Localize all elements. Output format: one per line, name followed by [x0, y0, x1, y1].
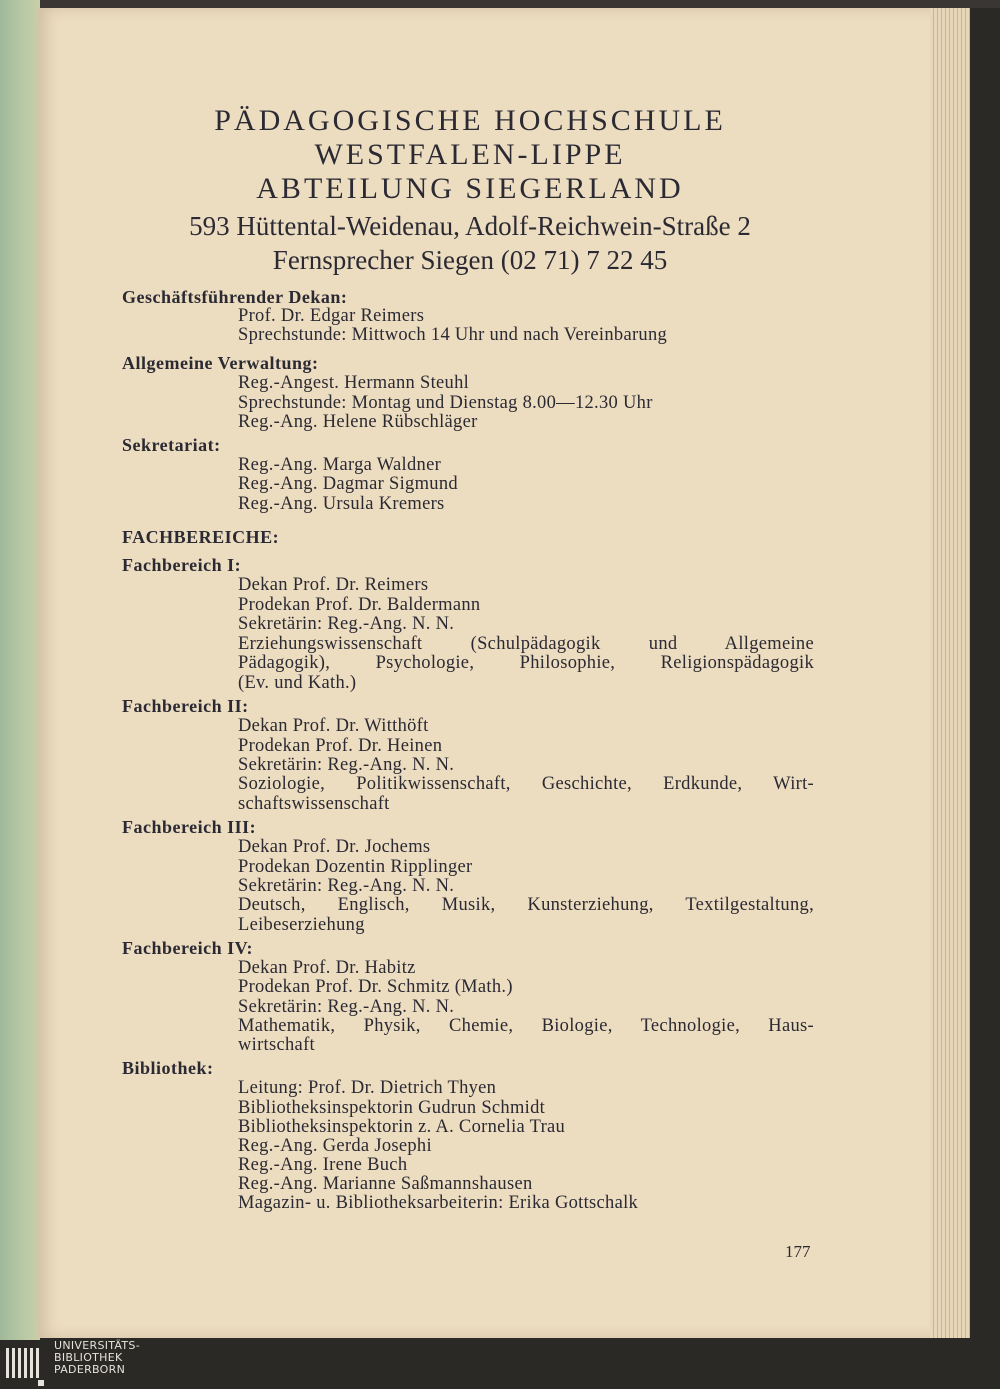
- dekan-line: Sprechstunde: Mittwoch 14 Uhr und nach Vereinbarung: [238, 325, 668, 345]
- verwaltung-line: Reg.-Angest. Hermann Steuhl: [238, 373, 470, 393]
- fb3-line: Dekan Prof. Dr. Jochems: [238, 837, 431, 857]
- fb2-line: Dekan Prof. Dr. Witthöft: [238, 716, 429, 736]
- sekretariat-line: Reg.-Ang. Ursula Kremers: [238, 494, 445, 514]
- sekretariat-line: Reg.-Ang. Dagmar Sigmund: [238, 474, 458, 494]
- section-heading-bibliothek: Bibliothek:: [122, 1058, 214, 1078]
- section-heading-fb1: Fachbereich I:: [122, 555, 242, 575]
- library-logo-icon: [4, 1342, 46, 1388]
- section-heading-sekretariat: Sekretariat:: [122, 435, 221, 455]
- section-heading-fb4: Fachbereich IV:: [122, 938, 253, 958]
- fb2-line: Sekretärin: Reg.-Ang. N. N.: [238, 755, 455, 775]
- fb4-line: Dekan Prof. Dr. Habitz: [238, 958, 416, 978]
- bibliothek-line: Bibliotheksinspektorin z. A. Cornelia Trau: [238, 1117, 566, 1137]
- bibliothek-line: Reg.-Ang. Marianne Saßmannshausen: [238, 1174, 533, 1194]
- section-heading-fachbereiche: FACHBEREICHE:: [122, 527, 280, 547]
- fb2-line: schaftswissenschaft: [238, 794, 390, 814]
- fb3-line: Sekretärin: Reg.-Ang. N. N.: [238, 876, 455, 896]
- section-heading-verwaltung: Allgemeine Verwaltung:: [122, 353, 319, 373]
- fb3-line: Deutsch, Englisch, Musik, Kunsterziehung, Textilgestaltung,: [238, 895, 814, 915]
- fb1-line: (Ev. und Kath.): [238, 673, 357, 693]
- phone: Fernsprecher Siegen (02 71) 7 22 45: [272, 245, 668, 275]
- bibliothek-line: Reg.-Ang. Gerda Josephi: [238, 1136, 432, 1156]
- section-heading-dekan: Geschäftsführender Dekan:: [122, 287, 348, 307]
- bibliothek-line: Reg.-Ang. Irene Buch: [238, 1155, 408, 1175]
- fb3-line: Prodekan Dozentin Ripplinger: [238, 857, 473, 877]
- section-heading-fb2: Fachbereich II:: [122, 696, 249, 716]
- fb1-line: Prodekan Prof. Dr. Baldermann: [238, 595, 481, 615]
- fb1-line: Sekretärin: Reg.-Ang. N. N.: [238, 614, 455, 634]
- verwaltung-line: Sprechstunde: Montag und Dienstag 8.00—12.30 Uhr: [238, 393, 653, 413]
- logo-text-line: UNIVERSITÄTS-: [54, 1339, 140, 1352]
- bibliothek-line: Leitung: Prof. Dr. Dietrich Thyen: [238, 1078, 497, 1098]
- fb4-line: Sekretärin: Reg.-Ang. N. N.: [238, 997, 455, 1017]
- fb2-line: Prodekan Prof. Dr. Heinen: [238, 736, 443, 756]
- library-footer-bar: [0, 1340, 1000, 1389]
- bibliothek-line: Magazin- u. Bibliotheksarbeiterin: Erika Gottschalk: [238, 1193, 639, 1213]
- title-line-1: PÄDAGOGISCHE HOCHSCHULE: [214, 104, 726, 137]
- fb2-line: Soziologie, Politikwissenschaft, Geschichte, Erdkunde, Wirt-: [238, 774, 814, 794]
- fb1-line: Dekan Prof. Dr. Reimers: [238, 575, 429, 595]
- fb4-line: Mathematik, Physik, Chemie, Biologie, Technologie, Haus-: [238, 1016, 814, 1036]
- logo-text-line: PADERBORN: [54, 1363, 126, 1376]
- dekan-line: Prof. Dr. Edgar Reimers: [238, 306, 425, 326]
- title-line-2: WESTFALEN-LIPPE: [314, 138, 626, 171]
- address: 593 Hüttental-Weidenau, Adolf-Reichwein-Straße 2: [189, 211, 751, 241]
- section-heading-fb3: Fachbereich III:: [122, 817, 257, 837]
- fb1-line: Erziehungswissenschaft (Schulpädagogik und Allgemeine: [238, 634, 814, 654]
- title-line-3: ABTEILUNG SIEGERLAND: [256, 172, 684, 205]
- bibliothek-line: Bibliotheksinspektorin Gudrun Schmidt: [238, 1098, 546, 1118]
- fb3-line: Leibeserziehung: [238, 915, 365, 935]
- logo-text-line: BIBLIOTHEK: [54, 1351, 123, 1364]
- page-stack-edge: [930, 8, 970, 1338]
- fb4-line: wirtschaft: [238, 1035, 315, 1055]
- fb4-line: Prodekan Prof. Dr. Schmitz (Math.): [238, 977, 513, 997]
- library-logo-text: [54, 1340, 140, 1376]
- sekretariat-line: Reg.-Ang. Marga Waldner: [238, 455, 442, 475]
- scan-top-border: [0, 0, 1000, 8]
- verwaltung-line: Reg.-Ang. Helene Rübschläger: [238, 412, 478, 432]
- fb1-line: Pädagogik), Psychologie, Philosophie, Religionspädagogik: [238, 653, 814, 673]
- page-number: 177: [785, 1242, 811, 1261]
